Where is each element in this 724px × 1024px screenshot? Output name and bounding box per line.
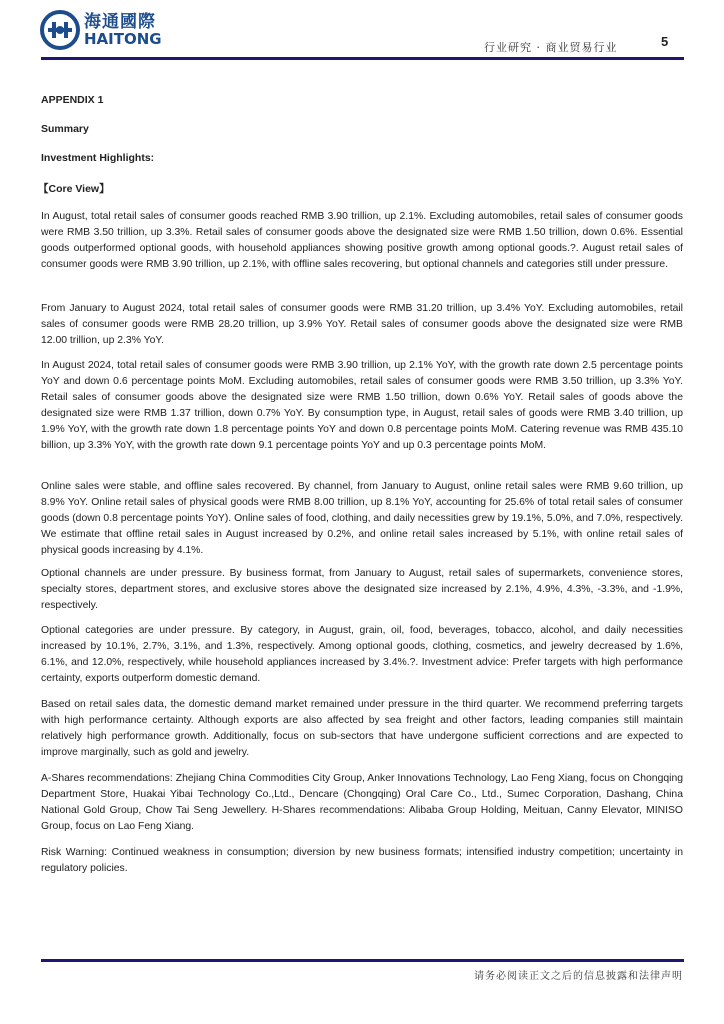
- logo-english-text: HAITONG: [84, 30, 162, 48]
- paragraph-7: Based on retail sales data, the domestic demand market remained under pressure in the third quarter. We recommend preferring targets with high performance certainty. Although exports are also affected by sea freight and other factors, leading companies still maintain relatively high performance growth. Additionally, focus on sub-sectors that have undergone sufficient corrections and are expected to improve marginally, such as gold and jewelry.: [41, 699, 683, 759]
- summary-heading: Summary: [41, 123, 89, 135]
- paragraph-6: Optional categories are under pressure. By category, in August, grain, oil, food, beverages, tobacco, alcohol, and daily necessities increased by 10.1%, 2.7%, 3.1%, and 1.3%, respectively. Among optional goods, clothing, cosmetics, and jewelry decreased by 1.6%, 6.1%, and 12.0%, respectively, while household appliances increased by 3.4%.?. Investment advice: Prefer targets with high performance certainty, exports outperform domestic demand.: [41, 625, 683, 685]
- page-number: 5: [661, 34, 669, 49]
- paragraph-risk-warning: Risk Warning: Continued weakness in consumption; diversion by new business formats; intensified industry competition; uncertainty in regulatory policies.: [41, 847, 683, 875]
- logo-chinese-text: 海通國際: [84, 12, 156, 31]
- haitong-logo-icon: [40, 10, 80, 50]
- core-view-heading: 【Core View】: [38, 183, 110, 195]
- footer-rule: [41, 959, 684, 962]
- header-rule: [41, 57, 684, 60]
- highlights-heading: Investment Highlights:: [41, 152, 155, 164]
- paragraph-5: Optional channels are under pressure. By business format, from January to August, retail sales of supermarkets, convenience stores, specialty stores, department stores, and exclusive stores above the designated size increased by 2.1%, 4.9%, 4.3%, -3.3%, and -1.9%, respectively.: [41, 568, 683, 612]
- paragraph-4: Online sales were stable, and offline sales recovered. By channel, from January to August, online retail sales were RMB 9.60 trillion, up 8.9% YoY. Online retail sales of physical goods were RMB 8.00 trillion, up 8.1% YoY, accounting for 25.6% of total retail sales of consumer goods (down 0.8 percentage points YoY). Online sales of food, clothing, and daily necessities grew by 19.1%, 5.0%, and 7.0%, respectively. We estimate that offline retail sales in August increased by 0.2%, and online retail sales increased by 5.1%, with online retail sales of physical goods increasing by 4.1%.: [41, 481, 683, 557]
- haitong-logo: [40, 10, 162, 50]
- appendix-heading: APPENDIX 1: [41, 94, 104, 106]
- paragraph-2: From January to August 2024, total retail sales of consumer goods were RMB 31.20 trillion, up 3.4% YoY. Excluding automobiles, retail sales of consumer goods were RMB 28.20 trillion, up 3.9% YoY. Retail sales of consumer goods above the designated size were RMB 12.00 trillion, up 2.3% YoY.: [41, 303, 683, 347]
- paragraph-8: A-Shares recommendations: Zhejiang China Commodities City Group, Anker Innovations Technology, Lao Feng Xiang, focus on Chongqing Department Store, Huakai Yibai Technology Co.,Ltd., Dencare (Chongqing) Oral Care Co., Ltd., Sumec Corporation, Dashang, China National Gold Group, Chow Tai Seng Jewellery. H-Shares recommendations: Alibaba Group Holding, Meituan, Canny Elevator, MINISO Group, focus on Lao Feng Xiang.: [41, 773, 683, 833]
- footer-disclaimer: 请务必阅读正文之后的信息披露和法律声明: [474, 971, 683, 982]
- paragraph-3: In August 2024, total retail sales of consumer goods were RMB 3.90 trillion, up 2.1% YoY, with the growth rate down 2.5 percentage points YoY and down 0.6 percentage points MoM. Excluding automobiles, retail sales of consumer goods were RMB 3.50 trillion, up 3.3% YoY. Retail sales of consumer goods above the designated size were RMB 1.50 trillion, down 0.6% YoY. Retail sales of goods above the designated size were RMB 1.37 trillion, down 0.7% YoY. By consumption type, in August, retail sales of goods were RMB 3.40 trillion, up 1.9% YoY, with the growth rate down 1.8 percentage points YoY and down 0.8 percentage points MoM. Catering revenue was RMB 435.10 billion, up 3.3% YoY, with the growth rate down 9.1 percentage points YoY and up 0.3 percentage points MoM.: [41, 360, 683, 452]
- header-section-title: 行业研究 · 商业贸易行业: [484, 41, 618, 54]
- paragraph-1: In August, total retail sales of consumer goods reached RMB 3.90 trillion, up 2.1%. Excluding automobiles, retail sales of consumer goods were RMB 3.50 trillion, up 3.3%. Retail sales of consumer goods above the designated size were RMB 1.50 trillion, down 0.6%. Essential goods outperformed optional goods, with household appliances showing positive growth among optional goods.?. August retail sales of consumer goods were RMB 3.90 trillion, up 2.1%, with offline sales recovering, but optional channels and categories still under pressure.: [41, 211, 683, 271]
